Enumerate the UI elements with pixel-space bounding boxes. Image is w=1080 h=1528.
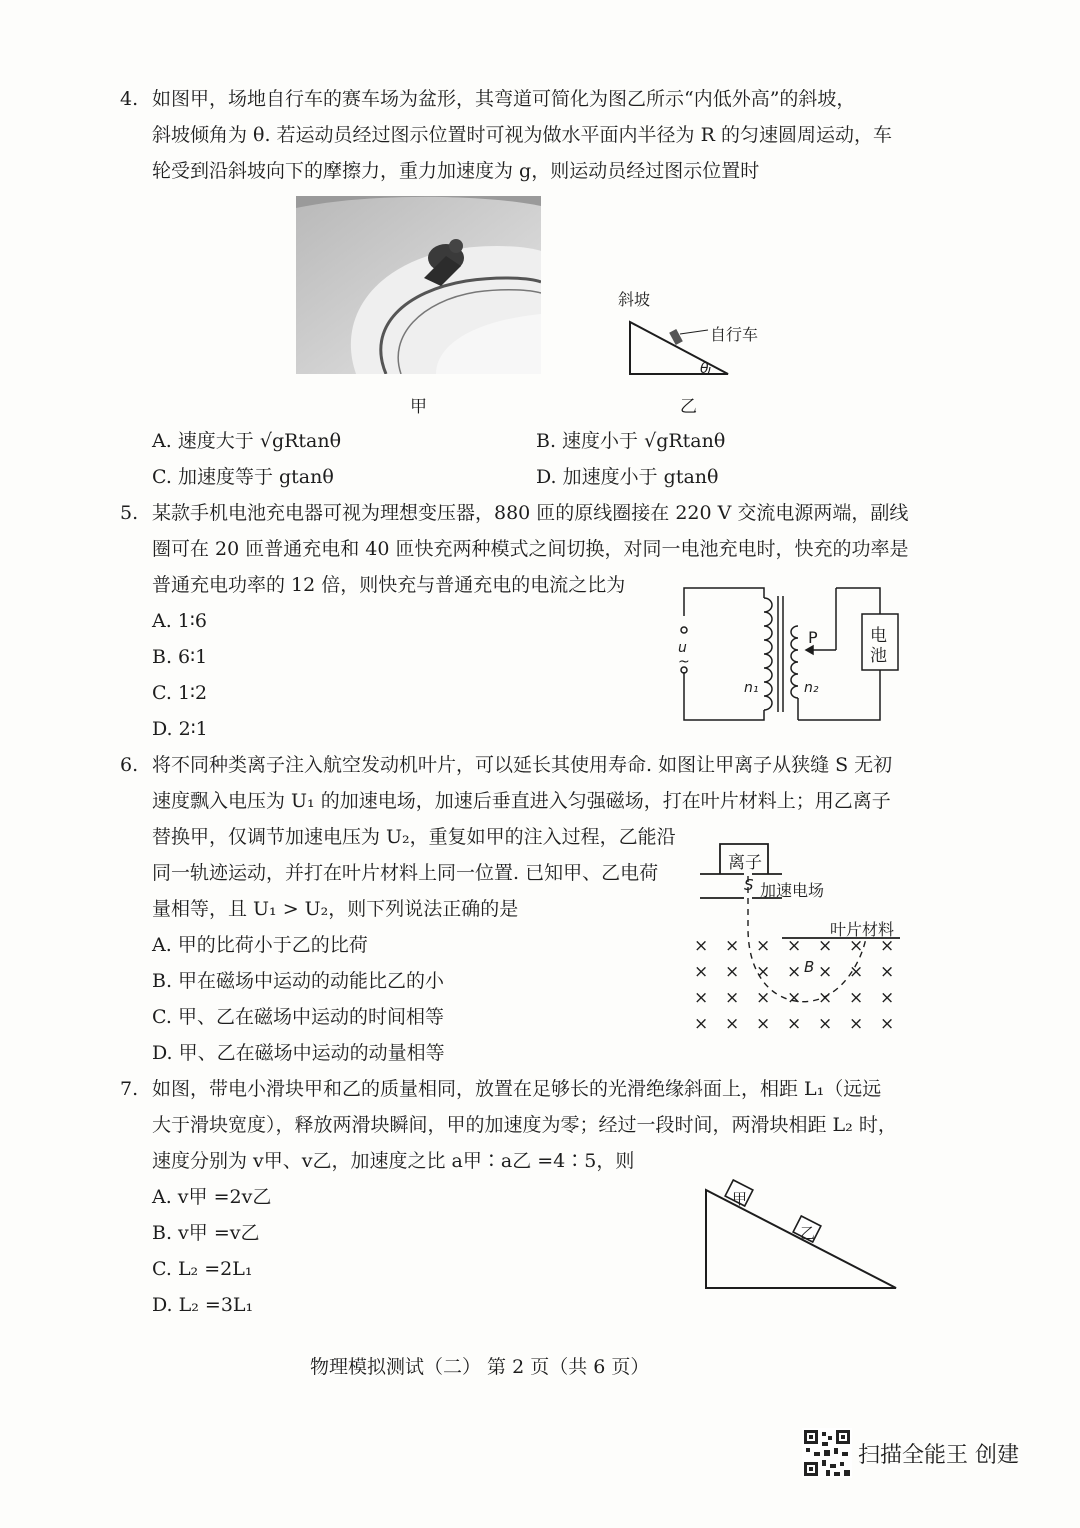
q4-number: 4. bbox=[120, 88, 139, 110]
field-x-mark: × bbox=[880, 988, 895, 1008]
bike-label: 自行车 bbox=[710, 325, 759, 344]
q6-text-line3: 替换甲，仅调节加速电压为 U₂，重复如甲的注入过程，乙能沿 bbox=[152, 826, 676, 848]
q7-text-line3: 速度分别为 v甲、v乙，加速度之比 a甲∶a乙 =4∶5，则 bbox=[152, 1150, 635, 1172]
field-x-mark: × bbox=[787, 1014, 802, 1034]
q7-option-b[interactable]: B. v甲 =v乙 bbox=[152, 1222, 260, 1244]
slope-label: 斜坡 bbox=[618, 290, 651, 309]
figure-jia-caption: 甲 bbox=[410, 397, 427, 417]
field-x-mark: × bbox=[818, 988, 833, 1008]
field-x-mark: × bbox=[818, 962, 833, 982]
q6-text-line5: 量相等，且 U₁ > U₂，则下列说法正确的是 bbox=[152, 898, 519, 920]
block-yi-label: 乙 bbox=[800, 1224, 816, 1242]
field-x-mark: × bbox=[787, 988, 802, 1008]
field-x-mark: × bbox=[756, 936, 771, 956]
q6-text-line1: 将不同种类离子注入航空发动机叶片，可以延长其使用寿命. 如图让甲离子从狭缝 S 无初 bbox=[152, 754, 893, 776]
q5-text-line1: 某款手机电池充电器可视为理想变压器，880 匝的原线圈接在 220 V 交流电源两端，副线 bbox=[152, 502, 909, 524]
q4-option-d[interactable]: D. 加速度小于 gtanθ bbox=[536, 466, 719, 488]
scanner-brand: 扫描全能王 创建 bbox=[858, 1443, 1019, 1468]
field-x-mark: × bbox=[880, 962, 895, 982]
q5-option-a[interactable]: A. 1∶6 bbox=[152, 610, 207, 632]
field-b-label: B bbox=[804, 958, 815, 976]
blade-material-label: 叶片材料 bbox=[830, 920, 895, 939]
q5-number: 5. bbox=[120, 502, 139, 524]
q4-text-line2: 斜坡倾角为 θ. 若运动员经过图示位置时可视为做水平面内半径为 R 的匀速圆周运动，车 bbox=[152, 124, 892, 146]
qr-code-icon bbox=[802, 1428, 852, 1478]
slider-p-label: P bbox=[808, 628, 818, 647]
q7-text-line1: 如图，带电小滑块甲和乙的质量相同，放置在足够长的光滑绝缘斜面上，相距 L₁（远远 bbox=[152, 1078, 882, 1100]
field-x-mark: × bbox=[756, 962, 771, 982]
q6-text-line4: 同一轨迹运动，并打在叶片材料上同一位置. 已知甲、乙电荷 bbox=[152, 862, 659, 884]
field-x-mark: × bbox=[849, 988, 864, 1008]
ion-source-label: 离子 bbox=[728, 853, 762, 873]
page-footer: 物理模拟测试（二） 第 2 页（共 6 页） bbox=[310, 1356, 650, 1378]
ac-tilde-label: ~ bbox=[678, 654, 690, 670]
q4-option-b[interactable]: B. 速度小于 √gRtanθ bbox=[536, 430, 726, 452]
field-x-mark: × bbox=[818, 1014, 833, 1034]
battery-label: 电池 bbox=[870, 626, 887, 666]
field-x-mark: × bbox=[694, 1014, 709, 1034]
q5-text-line3: 普通充电功率的 12 倍，则快充与普通充电的电流之比为 bbox=[152, 574, 626, 596]
field-x-mark: × bbox=[694, 988, 709, 1008]
field-x-mark: × bbox=[787, 936, 802, 956]
q7-option-d[interactable]: D. L₂ =3L₁ bbox=[152, 1294, 254, 1316]
q5-option-c[interactable]: C. 1∶2 bbox=[152, 682, 208, 704]
voltage-u-label: u bbox=[678, 640, 687, 656]
field-x-mark: × bbox=[849, 962, 864, 982]
q7-text-line2: 大于滑块宽度），释放两滑块瞬间，甲的加速度为零；经过一段时间，两滑块相距 L₂ 时， bbox=[152, 1114, 897, 1136]
transformer-circuit bbox=[676, 586, 896, 726]
q5-option-d[interactable]: D. 2∶1 bbox=[152, 718, 208, 740]
field-x-mark: × bbox=[787, 962, 802, 982]
theta-label: θ bbox=[700, 361, 709, 377]
q7-option-c[interactable]: C. L₂ =2L₁ bbox=[152, 1258, 253, 1280]
q7-option-a[interactable]: A. v甲 =2v乙 bbox=[152, 1186, 272, 1208]
field-x-mark: × bbox=[880, 1014, 895, 1034]
field-x-mark: × bbox=[725, 988, 740, 1008]
velodrome-photo bbox=[296, 196, 541, 374]
q4-option-c[interactable]: C. 加速度等于 gtanθ bbox=[152, 466, 334, 488]
field-x-mark: × bbox=[849, 1014, 864, 1034]
field-x-mark: × bbox=[818, 936, 833, 956]
field-x-mark: × bbox=[849, 936, 864, 956]
field-x-mark: × bbox=[756, 1014, 771, 1034]
block-jia-label: 甲 bbox=[732, 1190, 748, 1208]
q6-option-c[interactable]: C. 甲、乙在磁场中运动的时间相等 bbox=[152, 1006, 444, 1028]
field-x-mark: × bbox=[725, 936, 740, 956]
q5-text-line2: 圈可在 20 匝普通充电和 40 匝快充两种模式之间切换，对同一电池充电时，快充的功率是 bbox=[152, 538, 909, 560]
q4-text-line1: 如图甲，场地自行车的赛车场为盆形，其弯道可简化为图乙所示“内低外高”的斜坡， bbox=[152, 88, 856, 110]
figure-yi-caption: 乙 bbox=[680, 397, 697, 417]
field-x-mark: × bbox=[694, 936, 709, 956]
n2-label: n₂ bbox=[804, 680, 819, 696]
n1-label: n₁ bbox=[744, 680, 759, 696]
q5-option-b[interactable]: B. 6∶1 bbox=[152, 646, 208, 668]
field-x-mark: × bbox=[694, 962, 709, 982]
field-x-mark: × bbox=[756, 988, 771, 1008]
q6-option-d[interactable]: D. 甲、乙在磁场中运动的动量相等 bbox=[152, 1042, 445, 1064]
q7-number: 7. bbox=[120, 1078, 139, 1100]
q6-text-line2: 速度飘入电压为 U₁ 的加速电场，加速后垂直进入匀强磁场，打在叶片材料上；用乙离子 bbox=[152, 790, 891, 812]
q6-number: 6. bbox=[120, 754, 139, 776]
field-x-mark: × bbox=[725, 1014, 740, 1034]
field-x-mark: × bbox=[725, 962, 740, 982]
q6-option-a[interactable]: A. 甲的比荷小于乙的比荷 bbox=[152, 934, 368, 956]
accel-field-label: 加速电场 bbox=[760, 881, 825, 900]
q4-text-line3: 轮受到沿斜坡向下的摩擦力，重力加速度为 g，则运动员经过图示位置时 bbox=[152, 160, 760, 182]
q6-option-b[interactable]: B. 甲在磁场中运动的动能比乙的小 bbox=[152, 970, 445, 992]
field-x-mark: × bbox=[880, 936, 895, 956]
q4-option-a[interactable]: A. 速度大于 √gRtanθ bbox=[152, 430, 342, 452]
slit-s-label: S bbox=[744, 876, 754, 894]
